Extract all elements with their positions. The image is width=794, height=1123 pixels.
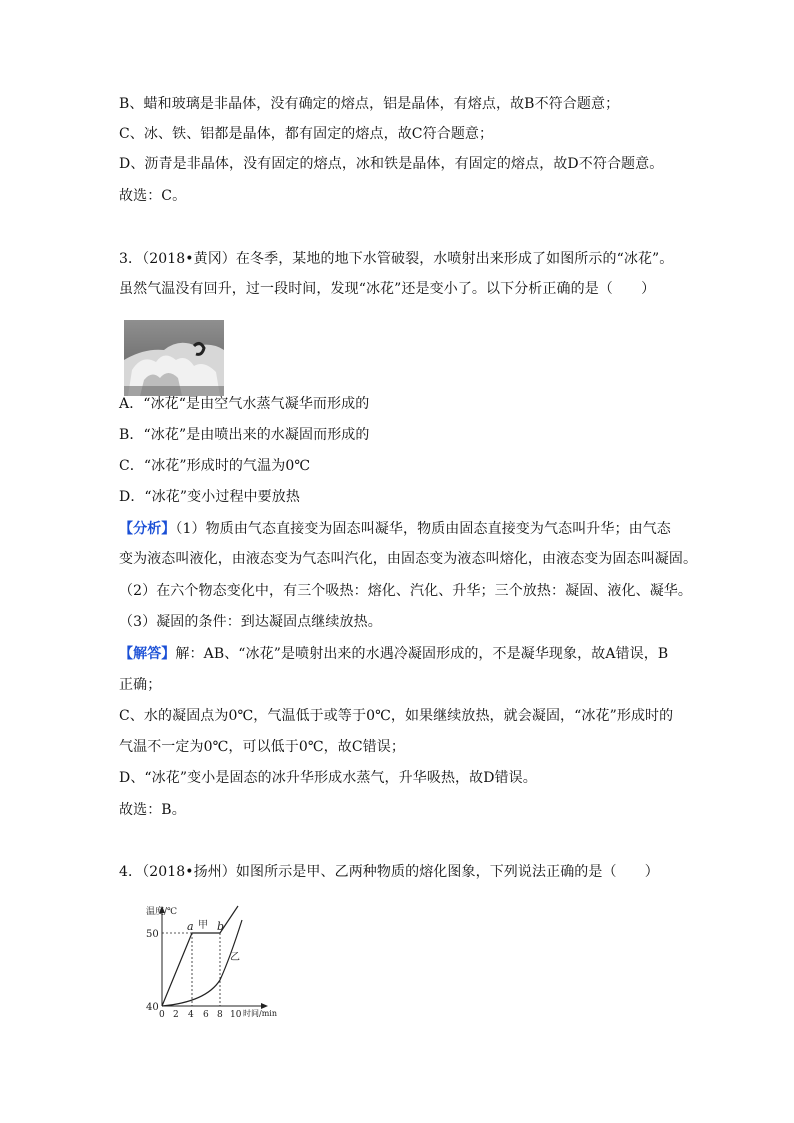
- text-line-solution-2: [119, 675, 161, 695]
- text-line-analysis-4: [119, 612, 382, 632]
- line-text: 正确；: [119, 677, 162, 693]
- line-text: 虽然气温没有回升，过一段时间，发现“冰花”还是变小了。以下分析正确的是（ ）: [119, 281, 656, 297]
- x-axis-label: 时间/min: [243, 1009, 277, 1018]
- x-tick-6: 6: [203, 1010, 209, 1018]
- text-line-d-option: [119, 154, 663, 174]
- text-line-solution-4: [119, 737, 405, 757]
- text-line-analysis-2: [119, 549, 697, 569]
- text-line-solution-1: [119, 644, 668, 664]
- line-text: D、“冰花”变小是固态的冰升华形成水蒸气，升华吸热，故D错误。: [119, 770, 537, 786]
- text-line-q3-line1: [119, 249, 673, 269]
- line-text: 故选：B。: [119, 802, 186, 818]
- point-b-label: b: [217, 920, 225, 933]
- section-tag: 【分析】: [119, 521, 176, 537]
- line-text: 故选：C。: [119, 188, 187, 204]
- x-tick-4: 4: [188, 1010, 194, 1018]
- line-text: 变为液态叫液化，由液态变为气态叫汽化，由固态变为液态叫熔化，由液态变为固态叫凝固。: [119, 551, 698, 567]
- text-line-q3-b: [119, 425, 370, 445]
- ice-flower-photo: [124, 320, 224, 396]
- ice-flower-image: [124, 320, 224, 396]
- x-tick-0: 0: [159, 1010, 165, 1018]
- x-tick-10: 10: [230, 1010, 242, 1018]
- y-axis-label: 温度/℃: [146, 907, 178, 917]
- series-jia-label: 甲: [198, 920, 208, 931]
- text-line-solution-5: [119, 768, 537, 788]
- line-text: （2）在六个物态变化中，有三个吸热：熔化、汽化、升华；三个放热：凝固、液化、凝华。: [119, 583, 693, 599]
- line-text: B．“冰花”是由喷出来的水凝固而形成的: [119, 427, 370, 443]
- line-text: 解：AB、“冰花”是喷射出来的水遇冷凝固形成的，不是凝华现象，故A错误，B: [175, 646, 669, 662]
- x-tick-8: 8: [217, 1010, 223, 1018]
- line-text: C、水的凝固点为0℃，气温低于或等于0℃，如果继续放热，就会凝固，“冰花”形成时的: [119, 708, 674, 724]
- text-line-answer-q3: [119, 800, 186, 820]
- text-line-q4-line1: [119, 862, 659, 882]
- text-line-analysis-1: [119, 519, 671, 539]
- line-text: A．“冰花“是由空气水蒸气凝华而形成的: [119, 396, 370, 412]
- y-tick-40: 40: [146, 1002, 159, 1013]
- line-text: 3．（2018•黄冈）在冬季，某地的地下水管破裂，水喷射出来形成了如图所示的“冰花”。: [119, 251, 674, 267]
- line-text: 4．（2018•扬州）如图所示是甲、乙两种物质的熔化图象，下列说法正确的是（ ）: [119, 864, 659, 880]
- text-line-q3-a: [119, 394, 369, 414]
- line-text: B、蜡和玻璃是非晶体，没有确定的熔点，铝是晶体，有熔点，故B不符合题意；: [119, 96, 620, 112]
- line-text: D、沥青是非晶体，没有固定的熔点，冰和铁是晶体，有固定的熔点，故D不符合题意。: [119, 156, 664, 172]
- line-text: C、冰、铁、铝都是晶体，都有固定的熔点，故C符合题意；: [119, 126, 494, 142]
- text-line-q3-line2: [119, 279, 655, 299]
- melting-graph: [146, 902, 296, 1018]
- text-line-solution-3: [119, 706, 673, 726]
- line-text: C．“冰花”形成时的气温为0℃: [119, 458, 311, 474]
- x-tick-2: 2: [173, 1010, 179, 1018]
- line-text: （3）凝固的条件：到达凝固点继续放热。: [119, 614, 382, 630]
- point-a-label: a: [187, 920, 194, 933]
- text-line-q3-d: [119, 487, 300, 507]
- y-tick-50: 50: [146, 929, 159, 940]
- text-line-b-option: [119, 94, 619, 114]
- line-text: D．“冰花”变小过程中要放热: [119, 489, 300, 505]
- text-line-analysis-3: [119, 581, 692, 601]
- text-line-q3-c: [119, 456, 310, 476]
- text-line-answer-prev: [119, 186, 186, 206]
- line-text: （1）物质由气态直接变为固态叫凝华，物质由固态直接变为气态叫升华；由气态: [175, 521, 671, 537]
- section-tag: 【解答】: [119, 646, 176, 662]
- series-yi-label: 乙: [230, 952, 240, 963]
- text-line-c-option: [119, 124, 493, 144]
- line-text: 气温不一定为0℃，可以低于0℃，故C错误；: [119, 739, 405, 755]
